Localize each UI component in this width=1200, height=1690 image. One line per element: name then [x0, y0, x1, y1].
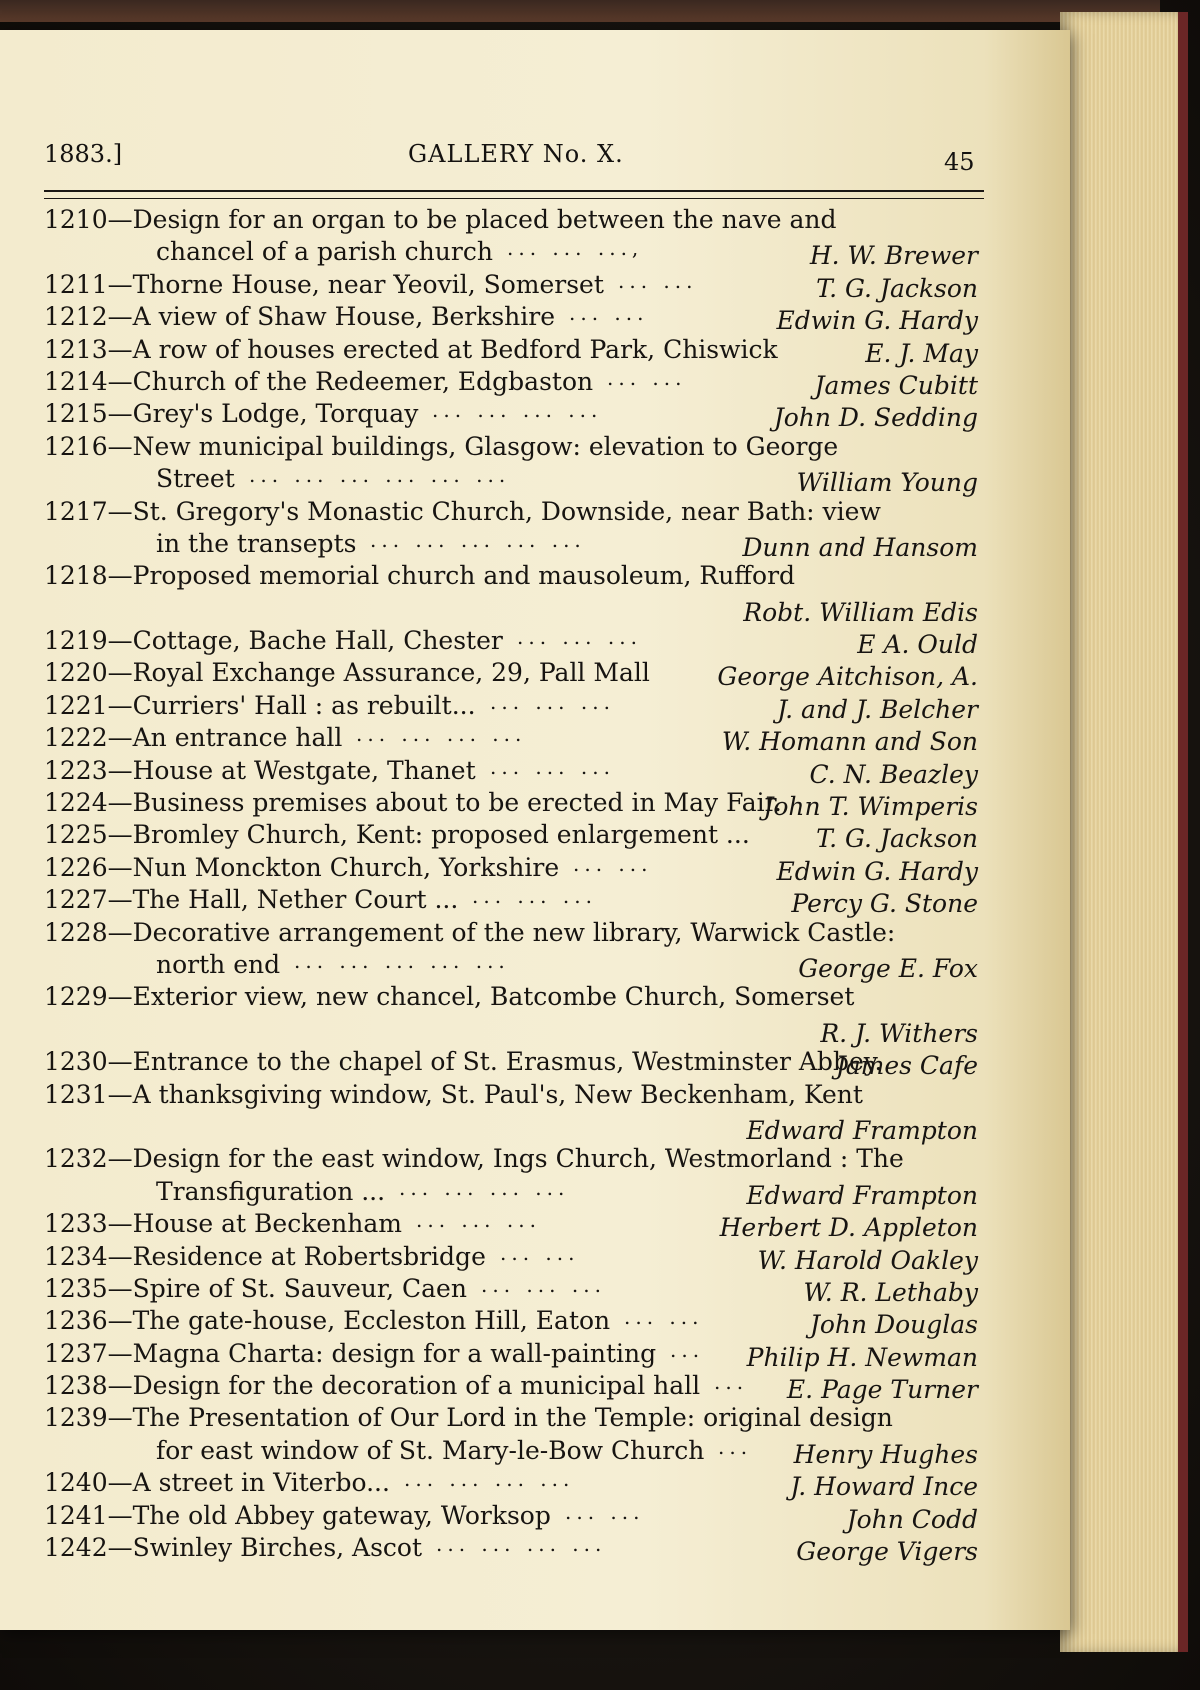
entry-artist: Robt. William Edis: [743, 597, 978, 627]
leader-dots: ... ...: [618, 268, 698, 293]
entry-text: 1211—Thorne House, near Yeovil, Somerset: [44, 269, 604, 299]
entry-continuation-line: [44, 528, 984, 560]
entry-artist: George Aitchison, A.: [717, 662, 978, 692]
entry-artist: James Cubitt: [814, 370, 978, 400]
entry-line: [44, 334, 984, 366]
entry-artist: George Vigers: [796, 1537, 978, 1567]
leader-dots: ... ... ... ...: [404, 1467, 575, 1492]
leader-dots: ... ... ... ... ...: [294, 948, 510, 973]
leader-dots: ... ... ... ...: [436, 1532, 607, 1557]
entry-text: 1234—Residence at Robertsbridge: [44, 1241, 486, 1271]
leader-dots: ... ... ... ...: [432, 398, 603, 423]
entry-text: in the transepts: [156, 528, 357, 558]
leader-dots: ... ...: [569, 301, 649, 326]
entry-artist: H. W. Brewer: [809, 241, 978, 271]
entry-text: 1218—Proposed memorial church and mausoleum, Rufford: [44, 561, 796, 591]
entry-artist: W. R. Lethaby: [803, 1277, 978, 1307]
entry-text: 1213—A row of houses erected at Bedford Park, Chiswick: [44, 334, 778, 364]
entry-text: 1229—Exterior view, new chancel, Batcombe Church, Somerset: [44, 982, 855, 1012]
leader-dots: ... ... ...: [517, 625, 642, 650]
header-title: GALLERY No. X.: [408, 140, 624, 168]
entry-text: 1240—A street in Viterbo...: [44, 1468, 390, 1498]
leader-dots: ... ... ...: [490, 689, 615, 714]
leader-dots: ... ...: [573, 851, 653, 876]
leader-dots: ...: [718, 1434, 753, 1459]
entry-text: 1223—House at Westgate, Thanet: [44, 755, 476, 785]
leader-dots: ...: [670, 1337, 705, 1362]
entry-line: [44, 301, 984, 336]
entry-line: [44, 1532, 984, 1567]
entry-line: [44, 917, 984, 949]
entry-text: 1214—Church of the Redeemer, Edgbaston: [44, 366, 594, 396]
entry-artist: Edwin G. Hardy: [776, 856, 978, 886]
entry-text: 1237—Magna Charta: design for a wall-painting: [44, 1338, 657, 1368]
leader-dots: ... ... ...,: [507, 236, 644, 261]
entry-artist: John Douglas: [809, 1310, 978, 1340]
entry-text: 1212—A view of Shaw House, Berkshire: [44, 302, 556, 332]
entry-text: 1226—Nun Monckton Church, Yorkshire: [44, 852, 560, 882]
leader-dots: ... ...: [607, 365, 687, 390]
page-number: 45: [944, 148, 975, 176]
entry-text: 1241—The old Abbey gateway, Worksop: [44, 1500, 551, 1530]
entry-text: 1220—Royal Exchange Assurance, 29, Pall Mall: [44, 658, 650, 688]
entry-artist: Philip H. Newman: [746, 1342, 978, 1372]
entry-text: 1236—The gate-house, Eccleston Hill, Eaton: [44, 1306, 611, 1336]
book-page: [0, 30, 1070, 1630]
entry-line: [44, 1467, 984, 1502]
entry-line: [44, 1079, 984, 1111]
entry-continuation-line: [44, 949, 984, 981]
entry-line: [44, 1370, 984, 1405]
entry-line: [44, 431, 984, 463]
entry-artist: Henry Hughes: [793, 1439, 978, 1469]
entry-line: [44, 398, 984, 433]
leader-dots: ...: [714, 1370, 749, 1395]
entry-text: 1232—Design for the east window, Ings Church, Westmorland : The: [44, 1144, 904, 1174]
leader-dots: ... ... ... ... ...: [370, 527, 586, 552]
entry-artist: Percy G. Stone: [791, 889, 978, 919]
entry-text: for east window of St. Mary-le-Bow Church: [156, 1435, 705, 1465]
entry-text: 1217—St. Gregory's Monastic Church, Downside, near Bath: view: [44, 496, 881, 526]
entry-artist: Dunn and Hansom: [742, 532, 978, 562]
entry-text: 1221—Curriers' Hall : as rebuilt...: [44, 690, 476, 720]
entry-artist: W. Harold Oakley: [757, 1245, 978, 1275]
entry-text: 1231—A thanksgiving window, St. Paul's, New Beckenham, Kent: [44, 1079, 863, 1109]
entry-text: 1224—Business premises about to be erected in May Fair.: [44, 788, 782, 818]
entry-line: [44, 1273, 984, 1305]
entry-text: 1216—New municipal buildings, Glasgow: elevation to George: [44, 431, 839, 461]
entry-artist: J. and J. Belcher: [777, 694, 978, 724]
entry-continuation-line: [44, 463, 984, 498]
entry-artist: John T. Wimperis: [763, 792, 978, 822]
entry-text: 1233—House at Beckenham: [44, 1209, 402, 1239]
leader-dots: ... ...: [500, 1240, 580, 1265]
entry-artist: J. Howard Ince: [790, 1472, 978, 1502]
entry-artist: E. J. May: [865, 338, 978, 368]
running-header: [44, 110, 984, 176]
entry-line: [44, 1046, 984, 1081]
leader-dots: ... ... ...: [481, 1272, 606, 1297]
entry-artist: R. J. Withers: [820, 1018, 978, 1048]
entry-artist: Herbert D. Appleton: [719, 1213, 978, 1243]
entry-artist: James Cafe: [835, 1051, 978, 1081]
entry-text: 1242—Swinley Birches, Ascot: [44, 1533, 423, 1563]
book-cover-edge: [0, 0, 1160, 22]
entry-text: 1239—The Presentation of Our Lord in the Temple: original design: [44, 1403, 893, 1433]
entry-line: [44, 625, 984, 660]
entry-artist: Edward Frampton: [746, 1115, 978, 1145]
leader-dots: ... ... ...: [490, 754, 615, 779]
entry-line: [44, 819, 984, 854]
entry-text: 1215—Grey's Lodge, Torquay: [44, 399, 419, 429]
header-year: 1883.]: [44, 140, 123, 168]
entry-line: [44, 981, 984, 1013]
entry-line: [44, 787, 984, 822]
entry-text: 1238—Design for the decoration of a municipal hall: [44, 1371, 701, 1401]
leader-dots: ... ...: [565, 1499, 645, 1524]
catalogue-entries: [44, 204, 984, 1567]
entry-continuation-line: [44, 236, 984, 271]
entry-artist: Edward Frampton: [746, 1180, 978, 1210]
entry-artist: W. Homann and Son: [721, 727, 978, 757]
entry-artist: T. G. Jackson: [816, 273, 978, 303]
leader-dots: ... ... ... ... ... ...: [249, 463, 511, 488]
entry-line: [44, 560, 984, 592]
leader-dots: ... ... ...: [416, 1208, 541, 1233]
entry-artist: E. Page Turner: [786, 1375, 978, 1405]
entry-artist: George E. Fox: [798, 953, 978, 983]
entry-line: [44, 1402, 984, 1434]
leader-dots: ... ... ...: [472, 884, 597, 909]
entry-text: Street: [156, 464, 235, 494]
leader-dots: ... ... ... ...: [356, 722, 527, 747]
entry-line: [44, 884, 984, 919]
header-rule: [44, 190, 984, 199]
entry-text: 1235—Spire of St. Sauveur, Caen: [44, 1273, 467, 1303]
entry-text: 1227—The Hall, Nether Court ...: [44, 885, 459, 915]
entry-text: 1210—Design for an organ to be placed between the nave and: [44, 205, 837, 234]
entry-line: [44, 269, 984, 301]
entry-artist: C. N. Beazley: [809, 759, 978, 789]
entry-continuation-line: [44, 1111, 984, 1143]
entry-artist: E A. Ould: [857, 630, 978, 660]
entry-artist: T. G. Jackson: [816, 824, 978, 854]
entry-text: north end: [156, 949, 281, 979]
entry-text: 1219—Cottage, Bache Hall, Chester: [44, 626, 503, 656]
entry-artist: William Young: [796, 468, 978, 498]
entry-text: Transfiguration ...: [156, 1176, 386, 1206]
page-edges: [1060, 12, 1188, 1652]
entry-artist: John D. Sedding: [773, 403, 978, 433]
leader-dots: ... ... ... ...: [399, 1175, 570, 1200]
entry-artist: Edwin G. Hardy: [776, 306, 978, 336]
entry-continuation-line: [44, 1014, 984, 1046]
entry-line: [44, 1305, 984, 1340]
entry-text: 1228—Decorative arrangement of the new library, Warwick Castle:: [44, 917, 896, 947]
leader-dots: ... ...: [624, 1305, 704, 1330]
entry-line: [44, 1338, 984, 1370]
entry-text: 1225—Bromley Church, Kent: proposed enlargement ...: [44, 820, 750, 850]
entry-artist: John Codd: [846, 1504, 978, 1534]
entry-text: chancel of a parish church: [156, 237, 493, 267]
entry-text: 1230—Entrance to the chapel of St. Erasmus, Westminster Abbey.: [44, 1047, 883, 1077]
entry-line: [44, 755, 984, 787]
entry-text: 1222—An entrance hall: [44, 723, 343, 753]
entry-continuation-line: [44, 593, 984, 625]
